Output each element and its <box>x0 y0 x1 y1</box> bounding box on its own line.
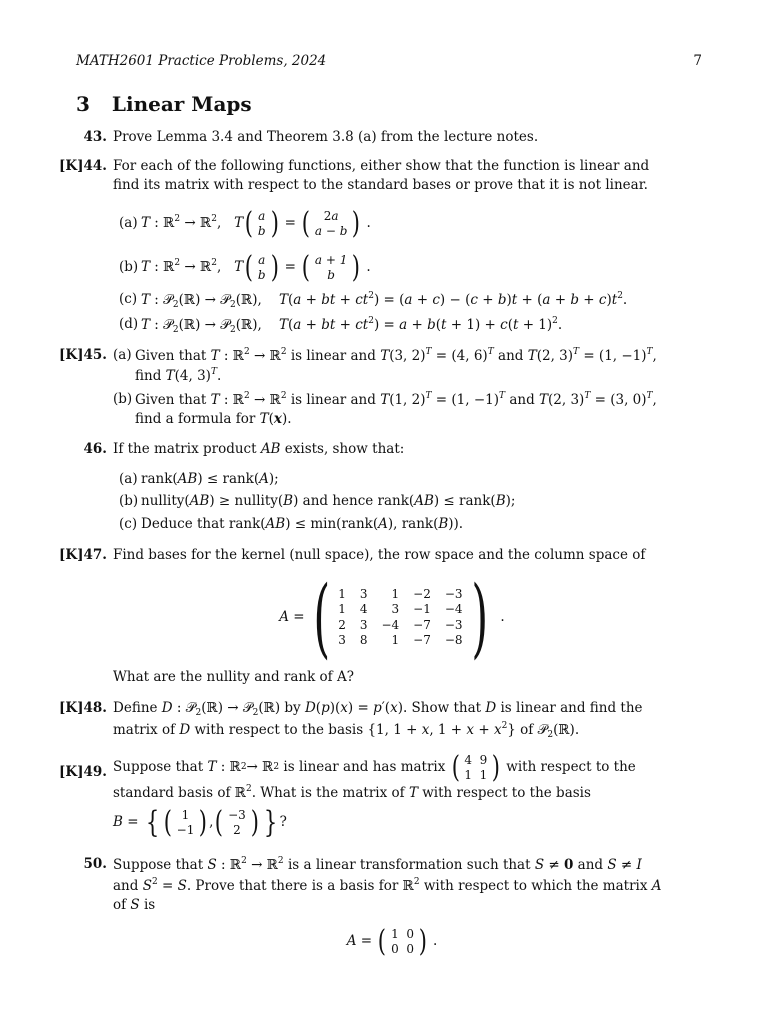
part-c: (c) T : 𝒫$_2$(ℝ) → 𝒫$_2$(ℝ), T(a + bt + $ct^2) = (a + c) - (c + b)t + (a + b + c)t^2$. <box>119 290 628 310</box>
page-header <box>76 52 702 72</box>
document-title: MATH2601 Practice Problems, 2024 <box>76 53 327 69</box>
matrix-a <box>338 587 462 649</box>
problem-number: 43. <box>83 129 107 145</box>
part-d: (d) T : 𝒫$_2$(ℝ) → 𝒫$_2$(ℝ), T(a + bt + $ct^2) = a + b(t + 1) + c(t + 1)^2$. <box>119 315 563 335</box>
part-b: (b) Given that T : ℝ$^2$ → ℝ$^2$ is linear and T(1, 2)$^T$ = (1, −1)$^T$ and T(2, 3)$^T$ = (3, 0)$^T$, find a formula for T(x). <box>113 390 657 428</box>
problem-number: [K]49. <box>59 763 107 780</box>
matrix-cell: −1 <box>413 602 431 617</box>
problem-number: [K]47. <box>59 547 107 564</box>
problem-number: [K]44. <box>59 157 107 174</box>
problem-46: 46. If the matrix product AB exists, show that: (a) rank(AB) ≤ rank(A); (b) nullity(AB) ≥ nullity(B) and hence rank(AB) ≤ rank(B); (c) Deduce that rank(AB) ≤ min(rank(A), rank(B)). <box>113 440 671 534</box>
matrix-cell: −7 <box>413 633 431 648</box>
problem-number: 46. <box>83 441 107 458</box>
matrix-cell: 2 <box>338 617 346 632</box>
matrix-cell: −4 <box>444 602 463 617</box>
matrix-cell: −7 <box>413 617 431 632</box>
problem-47 <box>59 546 671 687</box>
problem-list <box>0 128 768 962</box>
part-a: (a) Given that T : ℝ$^2$ → ℝ$^2$ is linear and T(3, 2)$^T$ = (4, 6)$^T$ and T(2, 3)$^T$ = (1, −1)$^T$, find T(4, 3)$^T$. <box>113 346 657 385</box>
part-a: (a) rank(AB) ≤ rank(A); <box>119 470 279 487</box>
part-c: (c) Deduce that rank(AB) ≤ min(rank(A), rank(B)). <box>119 515 464 532</box>
matrix-cell: −2 <box>413 586 431 601</box>
problem-followup: What are the nullity and rank of A? <box>113 668 354 685</box>
matrix-cell: −4 <box>381 617 400 632</box>
matrix-cell: 3 <box>391 602 400 617</box>
problem-48: [K]48. Define D : 𝒫$_2$(ℝ) → 𝒫$_2$(ℝ) by D(p)(x) = p′(x). Show that D is linear and find the matrix of D with respect to the basis {1, 1 + x, $1 + x + x^2$} of 𝒫$_2$(ℝ). <box>59 700 643 741</box>
section-number: 3 <box>76 92 90 116</box>
part-b: (b) nullity(AB) ≥ nullity(B) and hence rank(AB) ≤ rank(B); <box>119 493 516 510</box>
problem-50: 50. Suppose that S : ℝ$^2$ → ℝ$^2$ is a linear transformation such that S ≠ 0 and S ≠ I and $S^2 = S$. Prove that there is a basis for ℝ$^2$ with respect to which the matrix A of S is A = ( 1 0 0 0 ) . <box>113 855 671 962</box>
matrix-cell: −8 <box>444 633 463 648</box>
problem-text: Find bases for the kernel (null space), the row space and the column space of <box>113 547 646 564</box>
problem-45 <box>59 346 671 430</box>
matrix-display: A = ( 1 0 0 0 ) . <box>346 923 438 959</box>
problem-44 <box>59 157 671 337</box>
part-a: (a) T : ℝ$^2$ → ℝ$^2$, T ( a b ) = ( 2a a − b ) . <box>119 205 371 241</box>
matrix-cell: 1 <box>391 586 400 601</box>
problem-number: [K]48. <box>59 700 107 717</box>
matrix-cell: −3 <box>444 586 463 601</box>
problem-number: [K]45. <box>59 346 107 363</box>
problem-text: For each of the following functions, either show that the function is linear and find its matrix with respect to the standard bases or prove that it is not linear. <box>113 157 650 194</box>
matrix-cell: 3 <box>338 633 346 648</box>
problem-parts <box>119 470 671 535</box>
section-heading <box>76 90 252 119</box>
problem-43 <box>83 128 671 148</box>
part-b: (b) T : ℝ$^2$ → ℝ$^2$, T ( a b ) = ( a + 1 b ) . <box>119 249 371 285</box>
matrix-cell: 1 <box>338 602 346 617</box>
problem-49: [K]49. Suppose that T : ℝ 2 → ℝ 2 is linear and has matrix ( 4 9 1 1 ) with respect to the standard basis of ℝ$^2$. What is the matrix of T with respect to the basis B = { ( 1 −1 ) , ( −3 2 ) } ? <box>59 749 636 841</box>
matrix-cell: 1 <box>338 586 346 601</box>
matrix-display: A = ( 1 3 1 −2 −3 1 4 3 −1 −4 2 3 −4 −7 −3 3 8 1 −7 −8 ) . <box>279 567 505 668</box>
page-number: 7 <box>693 53 702 69</box>
matrix-cell: 4 <box>359 602 368 617</box>
matrix-cell: 1 <box>391 633 400 648</box>
matrix-cell: −3 <box>444 617 463 632</box>
problem-number: 50. <box>83 856 107 873</box>
problem-text: Prove Lemma 3.4 and Theorem 3.8 (a) from the lecture notes. <box>113 129 539 145</box>
section-title: Linear Maps <box>111 92 252 116</box>
matrix-cell: 3 <box>359 586 368 601</box>
problem-parts <box>119 202 671 337</box>
matrix-cell: 8 <box>359 633 368 648</box>
matrix-cell: 3 <box>359 617 368 632</box>
